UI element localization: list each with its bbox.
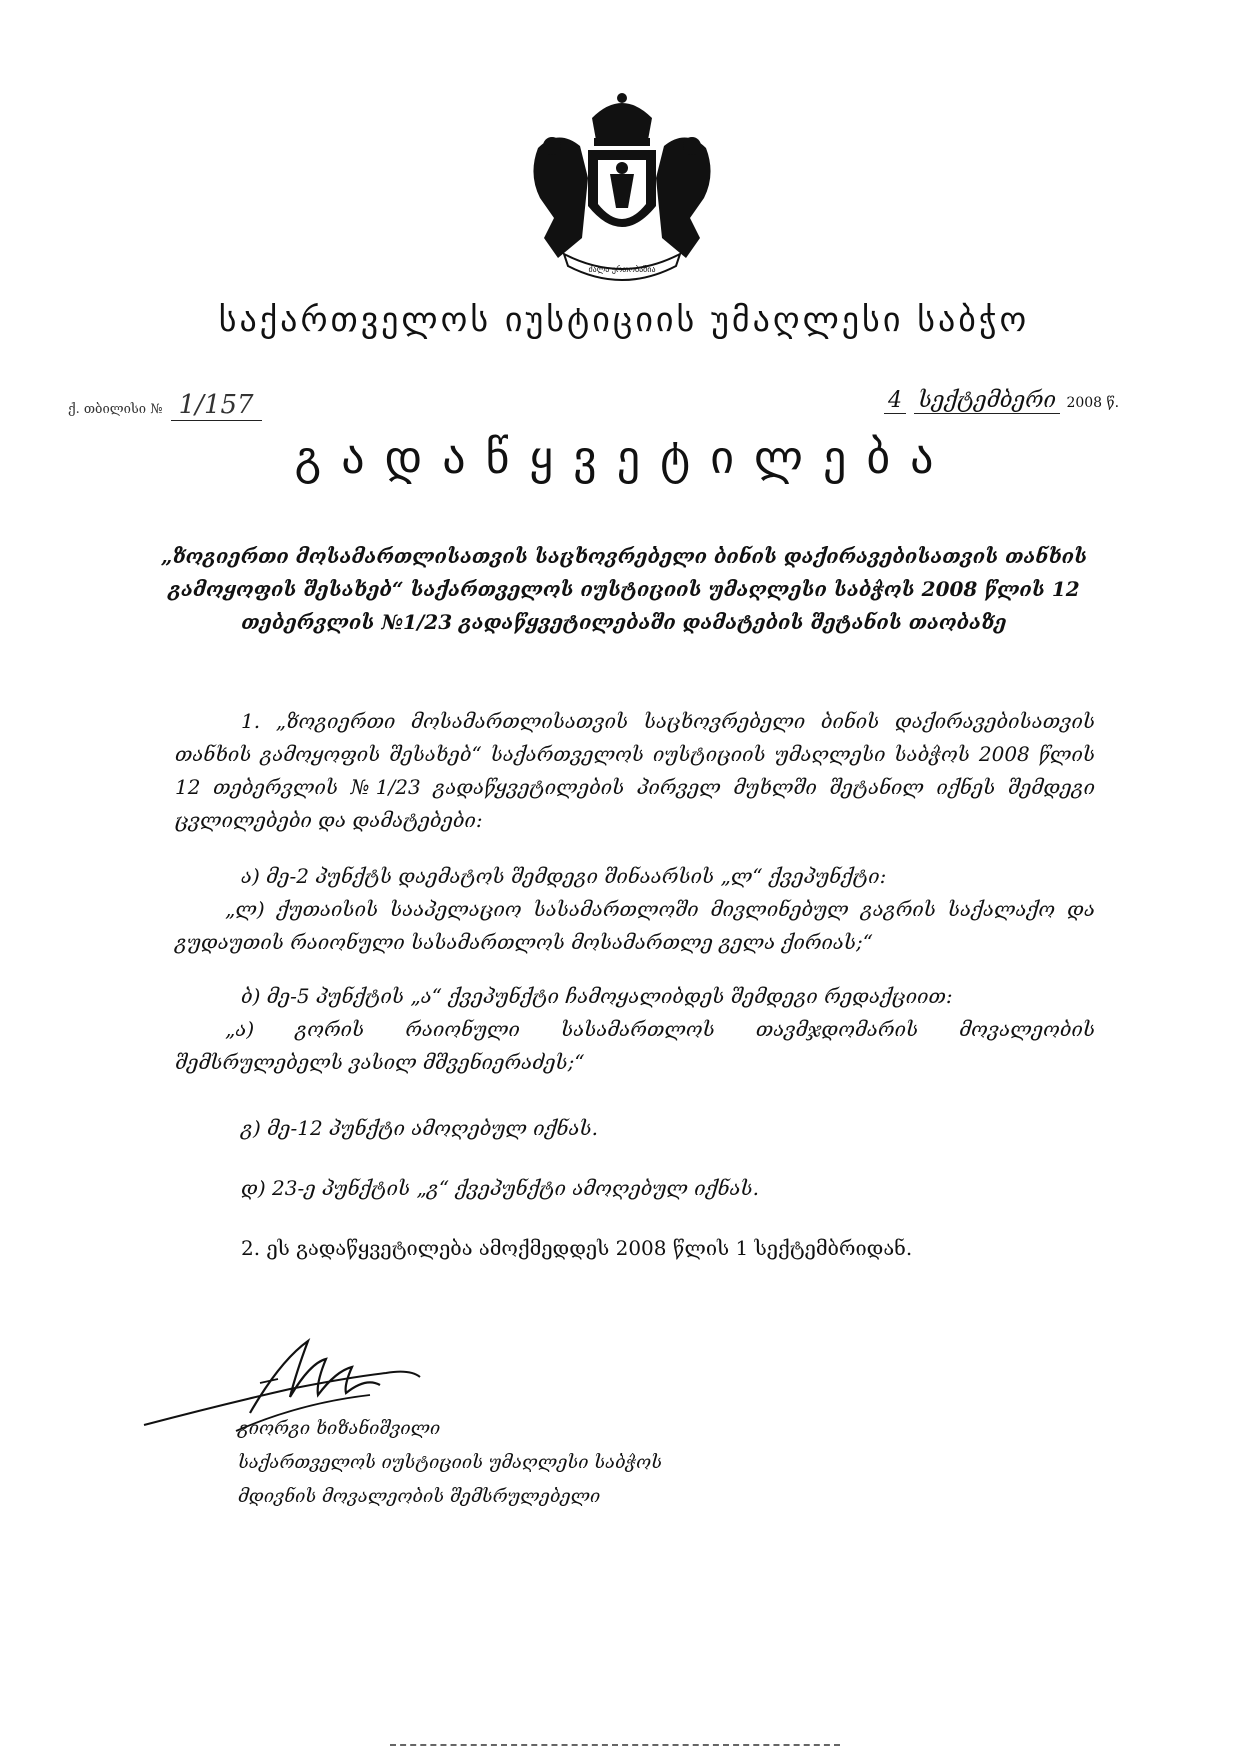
coat-of-arms-emblem xyxy=(518,88,726,288)
item-b-text: „ა) გორის რაიონული სასამართლოს თავმჯდომარის მოვალეობის შემსრულებელს ვასილ მშვენიერაძეს;“ xyxy=(175,1017,1095,1074)
signatory-position-1: საქართველოს იუსტიციის უმაღლესი საბჭოს xyxy=(238,1452,663,1473)
document-number xyxy=(68,390,262,421)
number-label: ქ. თბილისი № xyxy=(68,402,163,417)
document-title: გადაწყვეტილება xyxy=(294,430,954,484)
paragraph-1: 1. „ზოგიერთი მოსამართლისათვის საცხოვრებელი ბინის დაქირავებისათვის თანხის გამოყოფის შესახებ“ საქართველოს იუსტიციის უმაღლესი საბჭოს 2008 წლის 12 თებერვლის №1/23 გადაწყვეტილების პირველ მუხლში შეტანილ იქნეს შემდეგი ცვლილებები და დამატებები: xyxy=(175,709,1095,832)
date-month: სექტემბერი xyxy=(914,388,1060,414)
item-a-text: „ლ) ქუთაისის სააპელაციო სასამართლოში მივლინებულ გაგრის საქალაქო და გუდაუთის რაიონული სასამართლოს მოსამართლე გელა ქირიას;“ xyxy=(175,897,1095,954)
document-date xyxy=(882,388,1119,414)
signatory-block xyxy=(238,1412,662,1514)
item-b xyxy=(175,980,1095,1079)
document-subject: „ზოგიერთი მოსამართლისათვის საცხოვრებელი ბინის დაქირავებისათვის თანხის გამოყოფის შესახებ“ საქართველოს იუსტიციის უმაღლესი საბჭოს 2008 წლის 12 თებერვლის №1/23 გადაწყვეტილებაში დამატების შეტანის თაობაზე xyxy=(160,544,1088,634)
organization-name: საქართველოს იუსტიციის უმაღლესი საბჭო xyxy=(218,300,1030,340)
paragraph-2: 2. ეს გადაწყვეტილება ამოქმედდეს 2008 წლის 1 სექტემბრიდან. xyxy=(241,1236,913,1260)
emblem-motto: ძალა ერთობაშია xyxy=(588,265,656,274)
item-a-intro: ა) მე-2 პუნქტს დაემატოს შემდეგი შინაარსის „ლ“ ქვეპუნქტი: xyxy=(241,864,887,888)
footer-divider xyxy=(390,1744,840,1748)
item-b-intro: ბ) მე-5 პუნქტის „ა“ ქვეპუნქტი ჩამოყალიბდეს შემდეგი რედაქციით: xyxy=(241,984,953,1008)
signatory-position-2: მდივნის მოვალეობის შემსრულებელი xyxy=(238,1486,601,1507)
number-value: 1/157 xyxy=(171,390,262,421)
signatory-name: გიორგი ხიზანიშვილი xyxy=(238,1418,441,1439)
item-g: გ) მე-12 პუნქტი ამოღებულ იქნას. xyxy=(241,1116,598,1140)
date-year: 2008 წ. xyxy=(1066,395,1120,411)
date-day: 4 xyxy=(884,388,906,414)
item-a xyxy=(175,860,1095,959)
item-d: დ) 23-ე პუნქტის „გ“ ქვეპუნქტი ამოღებულ იქნას. xyxy=(241,1176,759,1200)
